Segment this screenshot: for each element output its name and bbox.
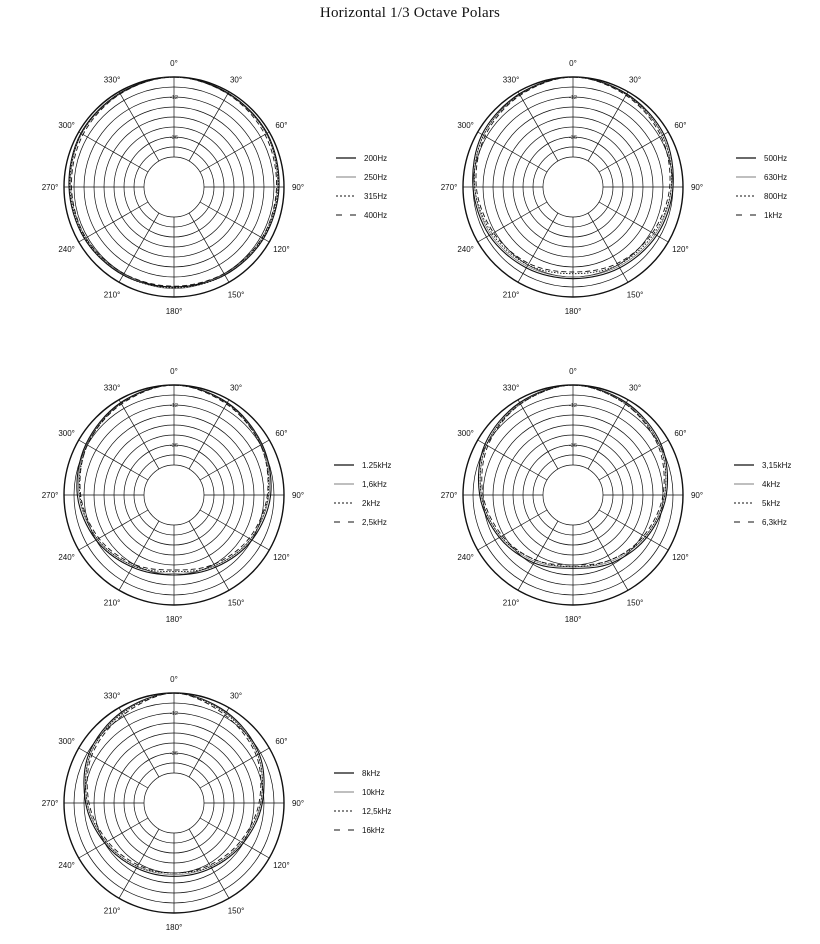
angle-label: 0° xyxy=(569,367,577,376)
polar-chart-3 xyxy=(42,367,392,624)
legend xyxy=(334,769,391,835)
angle-label: 0° xyxy=(569,59,577,68)
grid-ring xyxy=(144,773,204,833)
polar-grid xyxy=(64,77,284,300)
legend-label: 4kHz xyxy=(762,480,781,489)
angle-label: 30° xyxy=(229,75,243,85)
angle-label: 180° xyxy=(165,615,183,624)
grid-ring xyxy=(543,157,603,217)
ring-label: -12 xyxy=(170,403,178,409)
grid-spoke xyxy=(588,521,628,590)
ring-label: -36 xyxy=(170,751,178,757)
angle-label: 180° xyxy=(165,307,183,316)
legend-label: 6,3kHz xyxy=(762,518,787,527)
angle-label: 60° xyxy=(275,737,288,746)
grid-spoke xyxy=(588,92,628,161)
angle-label: 0° xyxy=(170,59,178,68)
angle-label: 30° xyxy=(628,75,642,85)
legend-label: 630Hz xyxy=(764,173,788,182)
polar-grid xyxy=(64,693,284,916)
grid-spoke xyxy=(599,132,668,172)
angle-label: 150° xyxy=(626,598,644,608)
angle-label: 90° xyxy=(291,491,305,500)
angle-label: 300° xyxy=(457,121,474,130)
angle-label: 330° xyxy=(103,75,121,85)
angle-label: 210° xyxy=(103,906,121,916)
legend xyxy=(336,154,387,220)
grid-spoke xyxy=(189,708,229,777)
grid-spoke xyxy=(79,202,148,242)
grid-spoke xyxy=(119,829,159,898)
angle-label: 180° xyxy=(564,307,582,316)
angle-label: 240° xyxy=(58,245,75,254)
angle-label: 30° xyxy=(628,383,642,393)
grid-spoke xyxy=(518,521,558,590)
angle-label: 240° xyxy=(58,861,75,870)
page-title: Horizontal 1/3 Octave Polars xyxy=(319,5,501,21)
legend xyxy=(736,154,787,220)
angle-label: 120° xyxy=(273,245,290,254)
angle-label: 270° xyxy=(440,183,458,192)
angle-label: 330° xyxy=(502,383,520,393)
ring-label: -36 xyxy=(170,443,178,449)
angle-label: 210° xyxy=(103,598,121,608)
legend-label: 1.25kHz xyxy=(362,461,392,470)
angle-label: 330° xyxy=(103,383,121,393)
angle-label: 90° xyxy=(690,491,704,500)
angle-label: 60° xyxy=(275,121,288,130)
grid-ring xyxy=(134,763,214,843)
ring-label: -12 xyxy=(569,403,577,409)
grid-spoke xyxy=(478,132,547,172)
angle-label: 60° xyxy=(275,429,288,438)
legend-label: 200Hz xyxy=(364,154,388,163)
angle-label: 210° xyxy=(502,598,520,608)
grid-spoke xyxy=(599,202,668,242)
grid-ring xyxy=(134,455,214,535)
grid-spoke xyxy=(189,400,229,469)
polar-grid xyxy=(463,385,683,608)
grid-spoke xyxy=(599,440,668,480)
angle-label: 0° xyxy=(170,675,178,684)
legend xyxy=(734,461,791,527)
angle-label: 150° xyxy=(227,906,245,916)
angle-label: 270° xyxy=(41,799,59,808)
grid-spoke xyxy=(79,440,148,480)
angle-label: 150° xyxy=(227,290,245,300)
legend-label: 3,15kHz xyxy=(762,461,792,470)
grid-spoke xyxy=(189,829,229,898)
angle-label: 270° xyxy=(41,183,59,192)
grid-ring xyxy=(543,465,603,525)
angle-label: 240° xyxy=(457,245,474,254)
angle-label: 300° xyxy=(457,429,474,438)
polar-chart-4 xyxy=(441,367,792,624)
angle-label: 180° xyxy=(564,615,582,624)
angle-label: 300° xyxy=(58,121,75,130)
angle-label: 270° xyxy=(41,491,59,500)
grid-ring xyxy=(533,455,613,535)
grid-spoke xyxy=(119,521,159,590)
grid-ring xyxy=(533,147,613,227)
grid-spoke xyxy=(119,213,159,282)
legend-label: 16kHz xyxy=(362,826,385,835)
grid-ring xyxy=(134,147,214,227)
grid-spoke xyxy=(189,213,229,282)
angle-label: 30° xyxy=(229,691,243,701)
angle-label: 300° xyxy=(58,429,75,438)
ring-label: -36 xyxy=(569,135,577,141)
grid-ring xyxy=(144,157,204,217)
angle-label: 120° xyxy=(672,553,689,562)
grid-spoke xyxy=(79,132,148,172)
angle-label: 270° xyxy=(440,491,458,500)
ring-label: -12 xyxy=(569,95,577,101)
ring-label: -36 xyxy=(170,135,178,141)
grid-spoke xyxy=(119,400,159,469)
angle-label: 240° xyxy=(457,553,474,562)
ring-label: -12 xyxy=(170,711,178,717)
angle-label: 240° xyxy=(58,553,75,562)
legend-label: 12,5kHz xyxy=(362,807,392,816)
angle-label: 90° xyxy=(690,183,704,192)
angle-label: 300° xyxy=(58,737,75,746)
polar-chart-1 xyxy=(42,59,387,316)
grid-spoke xyxy=(119,92,159,161)
legend-label: 8kHz xyxy=(362,769,381,778)
grid-spoke xyxy=(478,202,547,242)
grid-spoke xyxy=(189,521,229,590)
polar-chart-2 xyxy=(441,59,787,316)
ring-label: -36 xyxy=(569,443,577,449)
angle-label: 120° xyxy=(273,553,290,562)
angle-label: 0° xyxy=(170,367,178,376)
grid-ring xyxy=(144,465,204,525)
polar-chart-5 xyxy=(42,675,392,932)
angle-label: 330° xyxy=(103,691,121,701)
angle-label: 120° xyxy=(672,245,689,254)
angle-label: 330° xyxy=(502,75,520,85)
grid-spoke xyxy=(200,202,269,242)
polar-grid xyxy=(64,385,284,608)
legend xyxy=(334,461,391,527)
legend-label: 315Hz xyxy=(364,192,388,201)
legend-label: 1kHz xyxy=(764,211,783,220)
angle-label: 120° xyxy=(273,861,290,870)
grid-spoke xyxy=(189,92,229,161)
angle-label: 150° xyxy=(626,290,644,300)
angle-label: 210° xyxy=(103,290,121,300)
grid-spoke xyxy=(588,400,628,469)
legend-label: 2kHz xyxy=(362,499,381,508)
angle-label: 90° xyxy=(291,183,305,192)
angle-label: 150° xyxy=(227,598,245,608)
legend-label: 500Hz xyxy=(764,154,788,163)
angle-label: 210° xyxy=(502,290,520,300)
legend-label: 10kHz xyxy=(362,788,385,797)
legend-label: 2,5kHz xyxy=(362,518,387,527)
polar-grid xyxy=(463,77,683,300)
angle-label: 180° xyxy=(165,923,183,932)
legend-label: 400Hz xyxy=(364,211,388,220)
angle-label: 60° xyxy=(674,429,687,438)
grid-spoke xyxy=(119,708,159,777)
grid-spoke xyxy=(200,132,269,172)
grid-spoke xyxy=(518,400,558,469)
ring-label: -12 xyxy=(170,95,178,101)
angle-label: 90° xyxy=(291,799,305,808)
grid-spoke xyxy=(200,440,269,480)
legend-label: 250Hz xyxy=(364,173,388,182)
legend-label: 5kHz xyxy=(762,499,781,508)
grid-spoke xyxy=(518,92,558,161)
legend-label: 1,6kHz xyxy=(362,480,387,489)
angle-label: 60° xyxy=(674,121,687,130)
angle-label: 30° xyxy=(229,383,243,393)
legend-label: 800Hz xyxy=(764,192,788,201)
